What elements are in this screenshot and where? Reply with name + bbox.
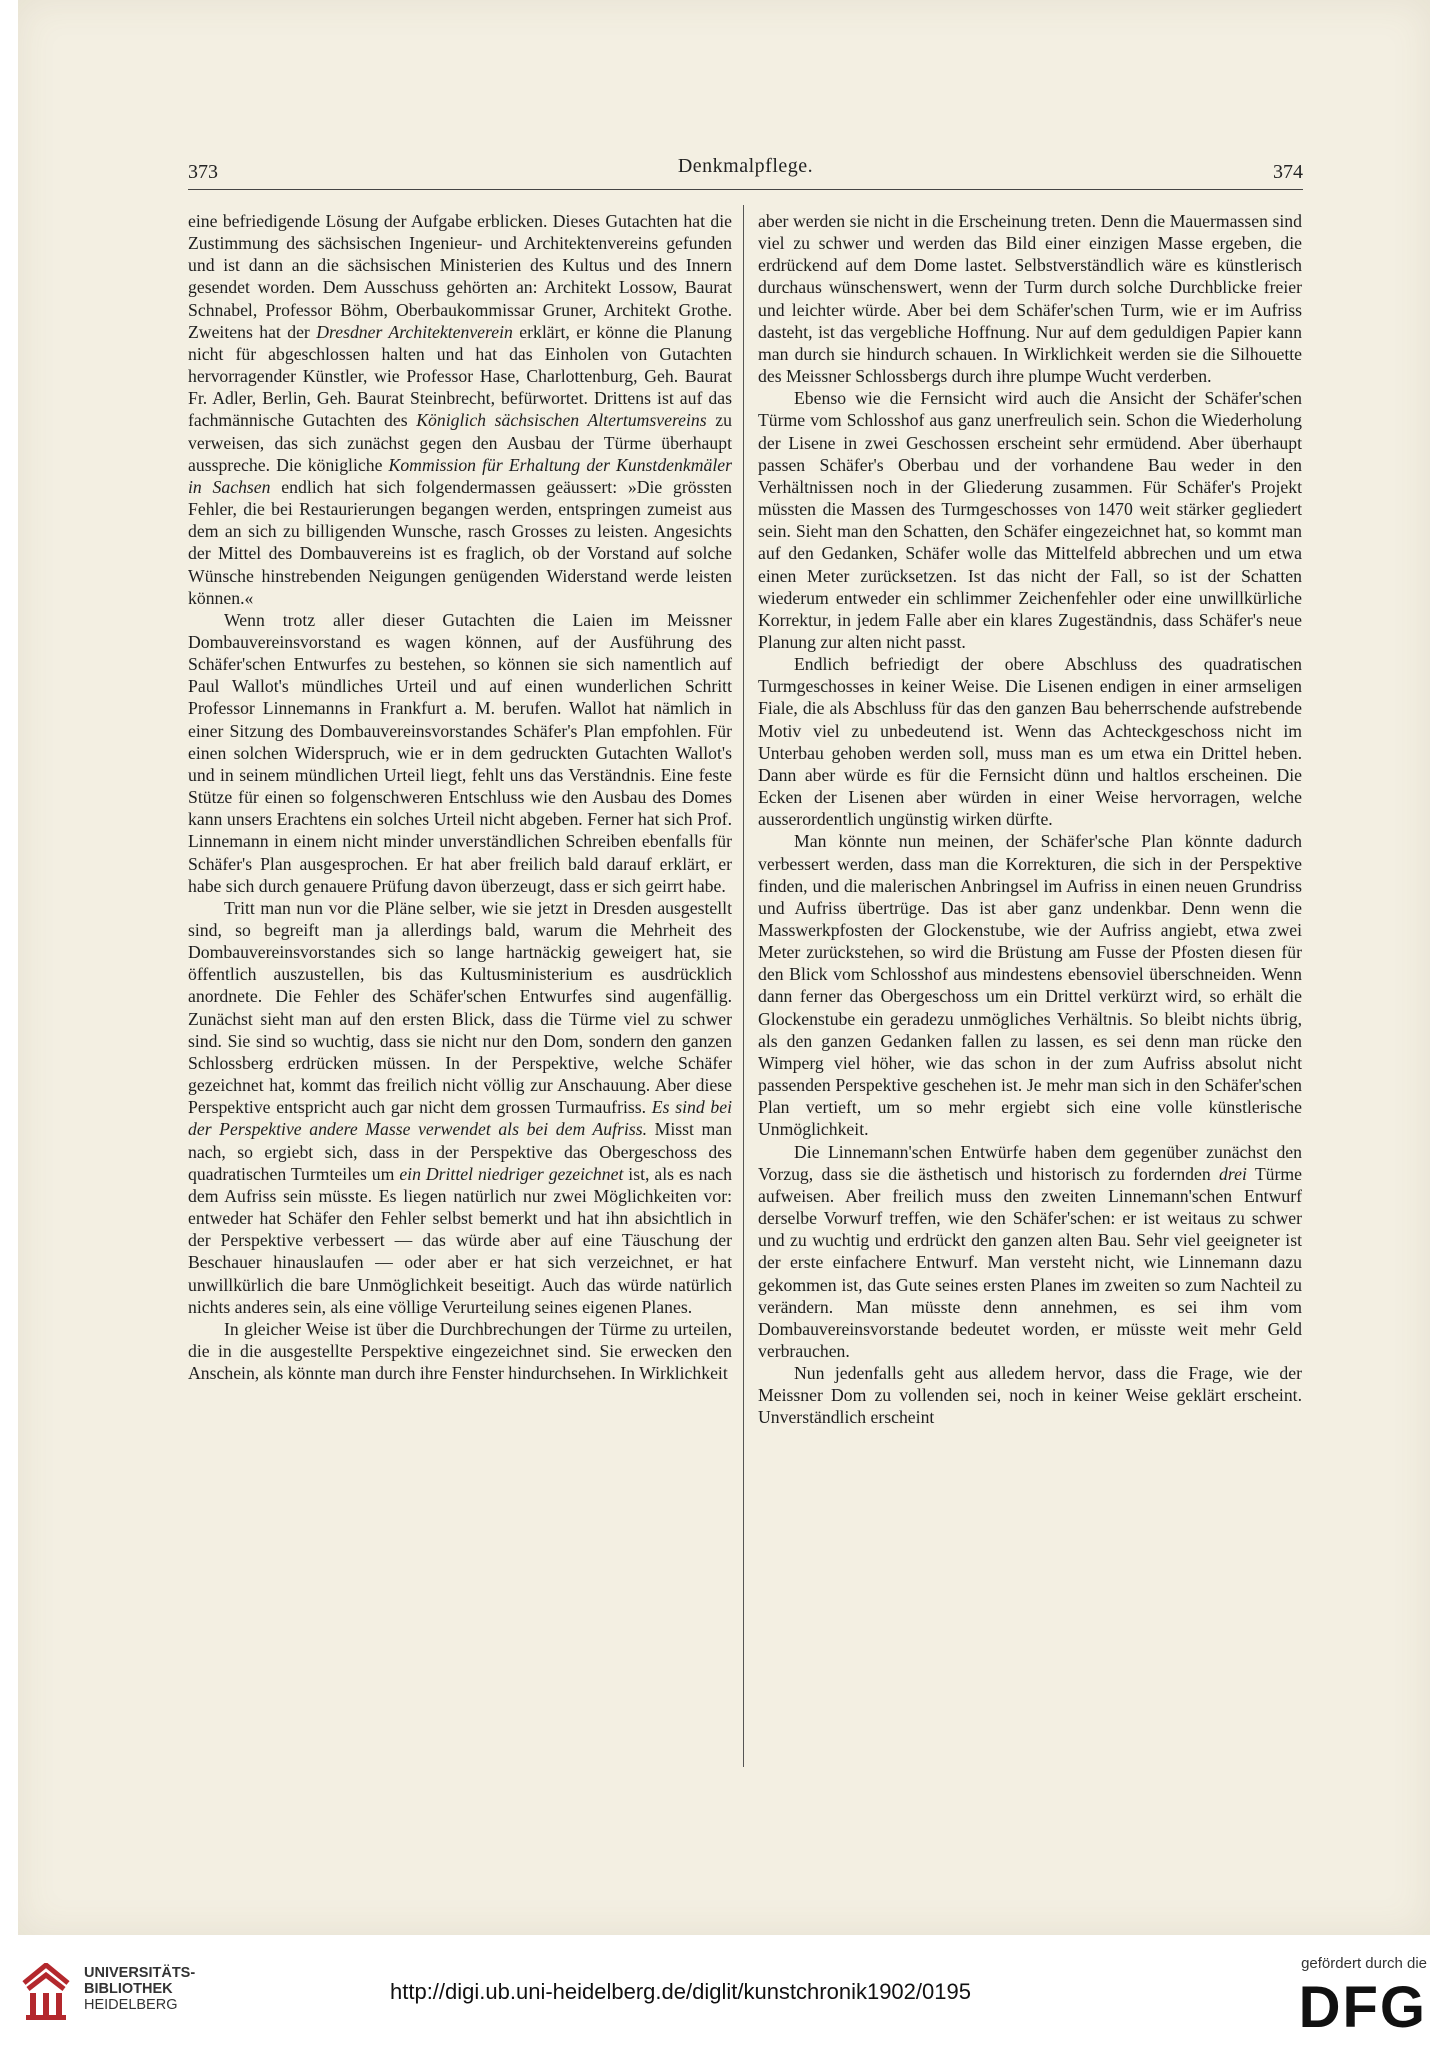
left-column	[188, 210, 732, 1384]
paragraph: Endlich befriedigt der obere Abschluss des quadratischen Turmgeschosses in keiner Weise. Die Lisenen endigen in einer armseligen Fiale, die als Abschluss für das den ganzen Bau beherrschende aufstrebende Motiv viel zu unbedeutend ist. Wenn das Achteckgeschoss nicht im Unterbau gehoben werden soll, muss man es um etwa ein Drittel heben. Dann aber würde es für die Fernsicht dünn und haltlos erscheinen. Die Ecken der Lisenen aber würden in einer Weise hervorragen, welche ausserordentlich ungünstig wirken dürfte.	[758, 654, 1302, 830]
scanned-page	[18, 0, 1430, 1935]
library-line-3: HEIDELBERG	[84, 1997, 178, 2013]
paragraph: In gleicher Weise ist über die Durchbrechungen der Türme zu urteilen, die in die ausgestellte Perspektive eingezeichnet sind. Sie erwecken den Anschein, als könnte man durch ihre Fenster hindurchsehen. In Wirklichkeit	[188, 1318, 732, 1384]
library-name[interactable]	[84, 1965, 195, 2013]
permalink-url[interactable]: http://digi.ub.uni-heidelberg.de/diglit/kunstchronik1902/0195	[390, 1979, 971, 2004]
library-line-2: BIBLIOTHEK	[84, 1981, 173, 1997]
paragraph: Tritt man nun vor die Pläne selber, wie sie jetzt in Dresden ausgestellt sind, so begreift man ja allerdings bald, warum die Mehrheit des Dombauvereinsvorstandes sich so lange hartnäckig geweigert hat, sie öffentlich auszustellen, bis das Kultusministerium es ausdrücklich anordnete. Die Fehler des Schäfer'schen Entwurfes sind augenfällig. Zunächst sieht man auf den ersten Blick, dass die Türme viel zu schwer sind. Sie sind so wuchtig, dass sie nicht nur den Dom, sondern den ganzen Schlossberg erdrücken müssen. In der Perspektive, welche Schäfer gezeichnet hat, kommt das freilich nicht völlig zur Anschauung. Aber diese Perspektive entspricht auch gar nicht dem grossen Turmaufriss. Es sind bei der Perspektive andere Masse verwendet als bei dem Aufriss. Misst man nach, so ergiebt sich, dass in der Perspektive das Obergeschoss des quadratischen Turmteiles um ein Drittel niedriger gezeichnet ist, als es nach dem Aufriss sein müsste. Es liegen natürlich nur zwei Möglichkeiten vor: entweder hat Schäfer den Fehler selbst bemerkt und hat ihn absichtlich in der Perspektive verbessert — das würde aber auf eine Täuschung der Beschauer hinauslaufen — oder aber er hat sich verzeichnet, er hat unwillkürlich die bare Unmöglichkeit beseitigt. Auch das würde natürlich nichts anderes sein, als eine völlige Verurteilung seines eigenen Planes.	[188, 897, 732, 1317]
paragraph: Die Linnemann'schen Entwürfe haben dem gegenüber zunächst den Vorzug, dass sie die ästhetisch und historisch zu fordernden drei Türme aufweisen. Aber freilich muss den zweiten Linnemann'schen Entwurf derselbe Vorwurf treffen, wie den Schäfer'schen: er ist weitaus zu schwer und zu wuchtig und erdrückt den ganzen alten Bau. Sehr viel geeigneter ist der erste einfachere Entwurf. Man versteht nicht, wie Linnemann dazu gekommen ist, das Gute seines ersten Planes im zweiten so zum Nachteil zu verändern. Man müsste denn annehmen, es sei ihm vom Dombauvereinsvorstande bedeutet worden, er müsste weit mehr Geld verbrauchen.	[758, 1141, 1303, 1361]
page-header	[188, 155, 1303, 195]
paragraph: Man könnte nun meinen, der Schäfer'sche Plan könnte dadurch verbessert werden, dass man die Korrekturen, die sich in der Perspektive finden, und die malerischen Anbringsel im Aufriss in einen neuen Grundriss und Aufriss übertrüge. Das ist aber ganz undenkbar. Denn wenn die Masswerkpfosten der Glockenstube, wie der Aufriss angiebt, etwa zwei Meter zurückstehen, so wird die Brüstung am Fusse der Pfosten diesen für den Blick vom Schlosshof aus mindestens ebensoviel überschneiden. Wenn dann ferner das Obergeschoss um ein Drittel verkürzt wird, so erhält die Glockenstube ein geradezu unmögliches Verhältnis. So bleibt nichts übrig, als den ganzen Gedanken fallen zu lassen, es sei denn man rücke den Wimperg viel höher, wie das schon in der zum Aufriss absolut nicht passenden Perspektive geschehen ist. Je mehr man sich in den Schäfer'schen Plan vertieft, um so mehr ergiebt sich eine volle künstlerische Unmöglichkeit.	[758, 831, 1302, 1140]
paragraph: Nun jedenfalls geht aus alledem hervor, dass die Frage, wie der Meissner Dom zu vollenden sei, noch in keiner Weise geklärt erscheint. Unverständlich erscheint	[758, 1363, 1302, 1428]
footer-bar	[0, 1935, 1447, 2050]
library-line-1: UNIVERSITÄTS-	[84, 1965, 196, 1981]
paragraph: eine befriedigende Lösung der Aufgabe erblicken. Dieses Gutachten hat die Zustimmung des sächsischen Ingenieur- und Architektenvereins gefunden und ist dann an die sächsischen Ministerien des Kultus und des Innern gesendet worden. Dem Ausschuss gehörten an: Architekt Lossow, Baurat Schnabel, Professor Böhm, Oberbaukommissar Gruner, Architekt Grothe. Zweitens hat der Dresdner Architektenverein erklärt, er könne die Planung nicht für abgeschlossen halten und hat das Einholen von Gutachten hervorragender Künstler, wie Professor Hase, Charlottenburg, Geh. Baurat Fr. Adler, Berlin, Geh. Baurat Steinbrecht, befürwortet. Drittens ist auf das fachmännische Gutachten des Königlich sächsischen Altertumsvereins zu verweisen, das sich zunächst gegen den Ausbau der Türme überhaupt ausspreche. Die königliche Kommission für Erhaltung der Kunstdenkmäler in Sachsen endlich hat sich folgendermassen geäussert: »Die grössten Fehler, die bei Restaurierungen begangen werden, entspringen zumeist aus dem an sich zu billigenden Wunsche, rasch Grosses zu leisten. Angesichts der Mittel des Dombauvereins ist es fraglich, ob der Vorstand auf solche Wünsche hinstrebenden Neigungen genügenden Widerstand werde leisten können.«	[188, 211, 733, 608]
dfg-logo[interactable]: DFG	[1298, 1975, 1427, 2040]
paragraph: aber werden sie nicht in die Erscheinung treten. Denn die Mauermassen sind viel zu schwer und werden das Bild einer einzigen Masse ergeben, die erdrückend auf dem Dome lastet. Selbstverständlich wäre es künstlerisch durchaus wünschenswert, wenn der Turm durch solche Durchblicke freier und leichter würde. Aber bei dem Schäfer'schen Turm, wie er im Aufriss dasteht, ist das vergebliche Hoffnung. Nur auf dem geduldigen Papier kann man durch sie hindurch schauen. In Wirklichkeit werden sie die Silhouette des Meissner Schlossbergs durch ihre plumpe Wucht verderben.	[758, 211, 1302, 387]
page-number-right: 374	[1273, 161, 1303, 183]
column-divider	[743, 205, 744, 1767]
header-rule	[188, 189, 1303, 190]
ub-heidelberg-logo-icon[interactable]	[20, 1963, 72, 2021]
right-column	[758, 210, 1302, 1429]
funded-by-label: gefördert durch die	[1301, 1955, 1427, 1972]
running-title: Denkmalpflege.	[677, 155, 814, 177]
page-number-left: 373	[188, 161, 218, 183]
paragraph: Ebenso wie die Fernsicht wird auch die Ansicht der Schäfer'schen Türme vom Schlosshof aus ganz unerfreulich sein. Schon die Wiederholung der Lisene in zwei Geschossen erscheint sehr ermüdend. Aber überhaupt passen Schäfer's Oberbau und der vorhandene Bau weder in den Verhältnissen noch in der Gliederung zusammen. Für Schäfer's Projekt müssten die Massen des Turmgeschosses von 1470 weit stärker gegliedert sein. Sieht man den Schatten, den Schäfer eingezeichnet hat, so kommt man auf den Gedanken, Schäfer wolle das Mittelfeld abbrechen und um etwa einen Meter zurücksetzen. Ist das nicht der Fall, so ist der Schatten wiederum entweder ein schlimmer Zeichenfehler oder eine unwillkürliche Korrektur, in jedem Falle aber ein klares Zugeständnis, dass Schäfer's neue Planung zur alten nicht passt.	[758, 388, 1302, 652]
paragraph: Wenn trotz aller dieser Gutachten die Laien im Meissner Dombauvereinsvorstand es wagen können, auf der Ausführung des Schäfer'schen Entwurfes zu bestehen, so können sie sich namentlich auf Paul Wallot's mündliches Urteil und auf einen wunderlichen Schritt Professor Linnemanns in Frankfurt a. M. berufen. Wallot hat nämlich in einer Sitzung des Dombauvereinsvorstandes Schäfer's Plan empfohlen. Für einen solchen Widerspruch, wie er in dem gedruckten Gutachten Wallot's und in seinem mündlichen Urteil liegt, fehlt uns das Verständnis. Eine feste Stütze für einen so folgenschweren Entschluss wie den Ausbau des Domes kann unsers Erachtens ein solches Urteil nicht abgeben. Ferner hat sich Prof. Linnemann in einem nicht minder unverständlichen Schreiben ebenfalls für Schäfer's Plan ausgesprochen. Er hat aber freilich bald darauf erklärt, er habe sich durch genauere Prüfung davon überzeugt, dass er sich geirrt habe.	[188, 609, 732, 896]
